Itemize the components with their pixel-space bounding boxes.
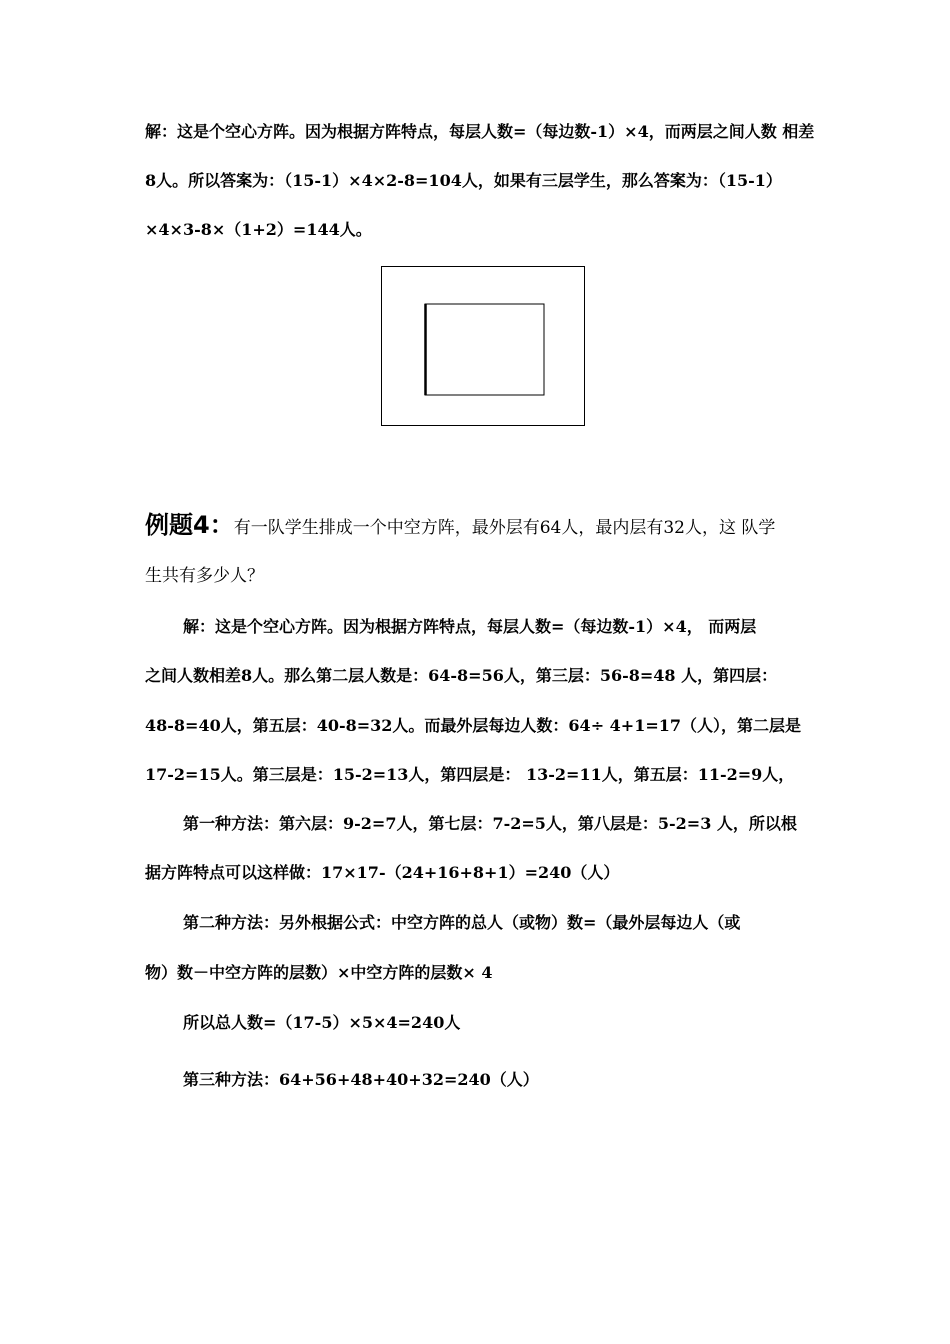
solution-line-3: ×4×3-8×（1+2）=144人。: [145, 220, 372, 239]
ex4-solution-line-4: 17-2=15人。第三层是：15-2=13人，第四层是： 13-2=11人，第五层：11-2=9人，: [145, 765, 795, 784]
inner-square: [425, 304, 544, 395]
example-4-question-line-1: 有一队学生排成一个中空方阵，最外层有64人，最内层有32人，这 队学: [233, 518, 776, 538]
ex4-solution-line-3: 48-8=40人，第五层：40-8=32人。而最外层每边人数：64÷ 4+1=17（人），第二层是: [145, 716, 802, 735]
ex4-method-1-line-2: 据方阵特点可以这样做：17×17-（24+16+8+1）=240（人）: [145, 863, 620, 882]
ex4-solution-line-2: 之间人数相差8人。那么第二层人数是：64-8=56人，第三层：56-8=48 人，第四层：: [145, 666, 778, 685]
hollow-square-diagram: [381, 266, 585, 426]
ex4-method-1-line-1: 第一种方法：第六层：9-2=7人，第七层：7-2=5人，第八层是：5-2=3 人，所以根: [183, 814, 797, 833]
outer-square: [382, 267, 585, 426]
example-4-heading: [145, 508, 775, 545]
ex4-solution-line-1: 解：这是个空心方阵。因为根据方阵特点，每层人数=（每边数-1）×4， 而两层: [183, 617, 757, 636]
solution-line-2: 8人。所以答案为：（15-1）×4×2-8=104人，如果有三层学生，那么答案为：（15-1）: [145, 171, 782, 190]
solution-line-1: 解：这是个空心方阵。因为根据方阵特点，每层人数=（每边数-1）×4，而两层之间人数 相差: [145, 122, 815, 141]
ex4-method-3-line: 第三种方法：64+56+48+40+32=240（人）: [183, 1070, 539, 1089]
example-4-question-line-2: 生共有多少人？: [145, 566, 264, 586]
ex4-method-2-line-1: 第二种方法：另外根据公式：中空方阵的总人（或物）数=（最外层每边人（或: [183, 913, 741, 932]
ex4-method-2-line-2: 物）数－中空方阵的层数）×中空方阵的层数× 4: [145, 963, 493, 982]
ex4-method-2-line-3: 所以总人数=（17-5）×5×4=240人: [183, 1013, 461, 1032]
example-4-label: 例题4：: [145, 511, 234, 539]
